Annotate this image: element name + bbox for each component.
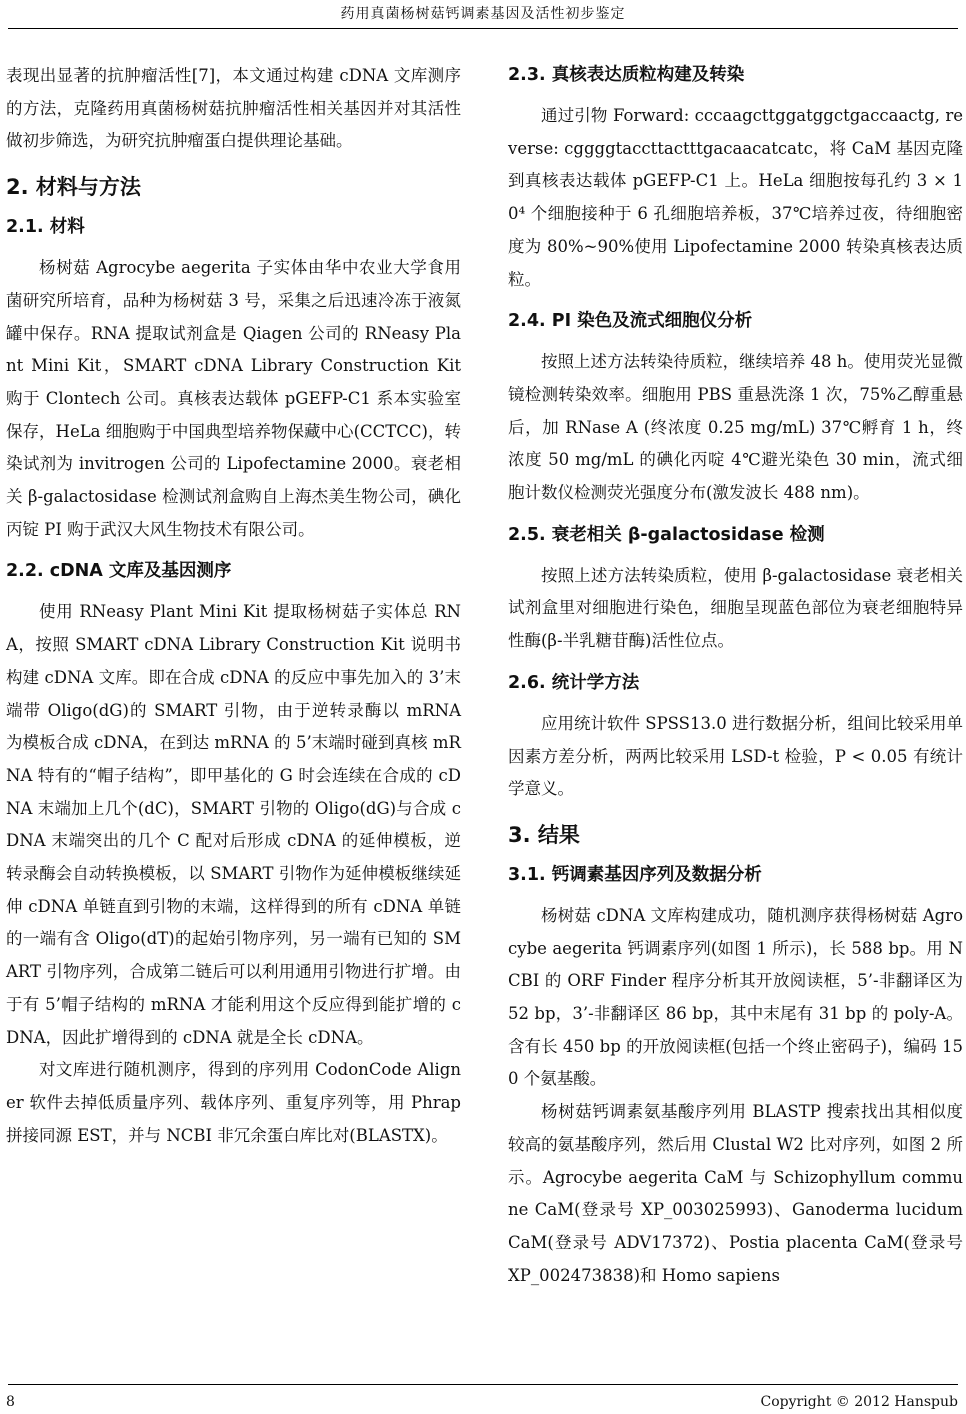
subsection-heading: 2.6. 统计学方法 xyxy=(508,672,640,693)
subsection-heading: 2.5. 衰老相关 β-galactosidase 检测 xyxy=(508,524,825,545)
subsection-heading: 3.1. 钙调素基因序列及数据分析 xyxy=(508,864,762,885)
body-paragraph: 杨树菇 cDNA 文库构建成功，随机测序获得杨树菇 Agrocybe aegerita 钙调素序列(如图 1 所示)，长 588 bp。用 NCBI 的 ORF Finder 程序分析其开放阅读框，5’-非翻译区为 52 bp，3’-非翻译区 86 bp，其中末尾有 31 bp 的 poly-A。含有长 450 bp 的开放阅读框(包括一个终止密码子)，编码 150 个氨基酸。 xyxy=(508,905,963,1089)
body-paragraph: 应用统计软件 SPSS13.0 进行数据分析，组间比较采用单因素方差分析，两两比较采用 LSD-t 检验，P < 0.05 有统计学意义。 xyxy=(508,713,963,799)
copyright-notice: Copyright © 2012 Hanspub xyxy=(760,1394,958,1410)
subsection-heading: 2.4. PI 染色及流式细胞仪分析 xyxy=(508,311,753,332)
section-heading: 3. 结果 xyxy=(508,822,580,847)
footer-rule xyxy=(8,1384,958,1385)
subsection-heading: 2.1. 材料 xyxy=(6,217,85,238)
left-column xyxy=(6,60,461,1152)
body-paragraph: 杨树菇钙调素氨基酸序列用 BLASTP 搜索找出其相似度较高的氨基酸序列，然后用 Clustal W2 比对序列，如图 2 所示。Agrocybe aegerita CaM 与 Schizophyllum commune CaM(登录号 XP_003025993)、Ganoderma lucidum CaM(登录号 ADV17372)、Postia placenta CaM(登录号 XP_002473838)和 Homo sapiens xyxy=(508,1102,963,1285)
body-paragraph: 按照上述方法转染质粒，使用 β-galactosidase 衰老相关试剂盒里对细胞进行染色，细胞呈现蓝色部位为衰老细胞特异性酶(β-半乳糖苷酶)活性位点。 xyxy=(508,565,963,651)
running-head: 药用真菌杨树菇钙调素基因及活性初步鉴定 xyxy=(340,6,626,22)
body-paragraph: 对文库进行随机测序，得到的序列用 CodonCode Aligner 软件去掉低质量序列、载体序列、重复序列等，用 Phrap 拼接同源 EST，并与 NCBI 非冗余蛋白库比对(BLASTX)。 xyxy=(6,1060,461,1145)
body-paragraph: 使用 RNeasy Plant Mini Kit 提取杨树菇子实体总 RNA，按照 SMART cDNA Library Construction Kit 说明书构建 cDNA 文库。即在合成 cDNA 的反应中事先加入的 3’末端带 Oligo(dG)的 SMART 引物，由于逆转录酶以 mRNA 为模板合成 cDNA，在到达 mRNA 的 5’末端时碰到真核 mRNA 特有的“帽子结构”，即甲基化的 G 时会连续在合成的 cDNA 末端加上几个(dC)，SMART 引物的 Oligo(dG)与合成 cDNA 末端突出的几个 C 配对后形成 cDNA 的延伸模板，逆转录酶会自动转换模板，以 SMART 引物作为延伸模板继续延伸 cDNA 单链直到引物的末端，这样得到的所有 cDNA 单链的一端有含 Oligo(dT)的起始引物序列，另一端有已知的 SMART 引物序列，合成第二链后可以利用通用引物进行扩增。由于有 5’帽子结构的 mRNA 才能利用这个反应得到能扩增的 cDNA，因此扩增得到的 cDNA 就是全长 cDNA。 xyxy=(6,602,461,1047)
subsection-heading: 2.2. cDNA 文库及基因测序 xyxy=(6,561,232,582)
section-heading: 2. 材料与方法 xyxy=(6,175,141,200)
right-column xyxy=(508,60,963,1292)
page-number: 8 xyxy=(6,1394,15,1410)
body-paragraph: 按照上述方法转染待质粒，继续培养 48 h。使用荧光显微镜检测转染效率。细胞用 PBS 重悬洗涤 1 次，75%乙醇重悬后，加 RNase A (终浓度 0.25 mg/mL) 37℃孵育 1 h，终浓度 50 mg/mL 的碘化丙啶 4℃避光染色 30 min，流式细胞计数仪检测荧光强度分布(激发波长 488 nm)。 xyxy=(508,352,963,503)
body-paragraph: 杨树菇 Agrocybe aegerita 子实体由华中农业大学食用菌研究所培育，品种为杨树菇 3 号，采集之后迅速冷冻于液氮罐中保存。RNA 提取试剂盒是 Qiagen 公司的 RNeasy Plant Mini Kit，SMART cDNA Library Construction Kit 购于 Clontech 公司。真核表达载体 pGEFP-C1 系本实验室保存，HeLa 细胞购于中国典型培养物保藏中心(CCTCC)，转染试剂为 invitrogen 公司的 Lipofectamine 2000。衰老相关 β-galactosidase 检测试剂盒购自上海杰美生物公司，碘化丙锭 PI 购于武汉大风生物技术有限公司。 xyxy=(6,258,461,539)
subsection-heading: 2.3. 真核表达质粒构建及转染 xyxy=(508,65,745,85)
body-paragraph: 通过引物 Forward: cccaagcttggatggctgaccaactg, reverse: cggggtaccttactttgacaacatcatc，将 CaM 基因克隆到真核表达载体 pGEFP-C1 上。HeLa 细胞按每孔约 3 × 10⁴ 个细胞接种于 6 孔细胞培养板，37℃培养过夜，待细胞密度为 80%~90%使用 Lipofectamine 2000 转染真核表达质粒。 xyxy=(508,106,963,289)
body-paragraph: 表现出显著的抗肿瘤活性[7]，本文通过构建 cDNA 文库测序的方法，克隆药用真菌杨树菇抗肿瘤活性相关基因并对其活性做初步筛选，为研究抗肿瘤蛋白提供理论基础。 xyxy=(6,66,461,151)
header-rule xyxy=(8,28,958,29)
